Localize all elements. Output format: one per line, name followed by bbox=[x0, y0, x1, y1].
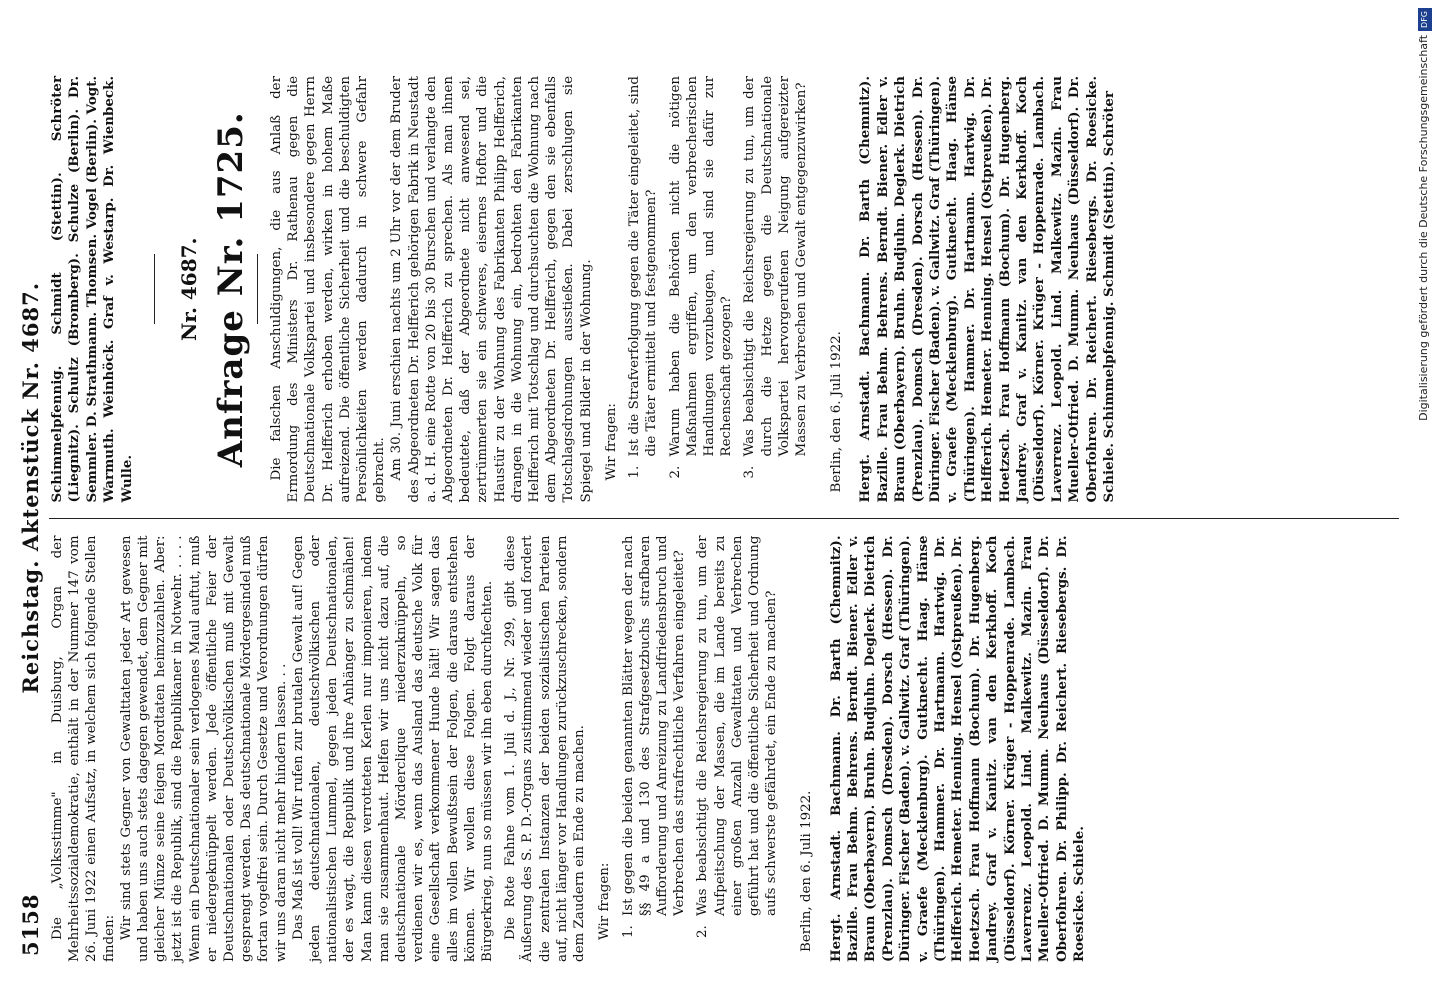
right-column bbox=[49, 76, 1399, 503]
signature-continuation-names: Schimmelpfennig. Schmidt (Stettin). Schröter (Liegnitz). Schultz (Bromberg). Schulze (Berlin). Dr. Semmler. D. Strathmann. Thomsen. Vogel (Berlin). Vogt. Warmuth. Weinhöck. Graf v. Westarp. Dr. Wienbeck. Wulle. bbox=[49, 76, 135, 503]
question-1-number: 1. bbox=[620, 925, 636, 938]
signature-continuation bbox=[49, 76, 136, 503]
signature-names: Hergt. Arnstadt. Bachmann. Dr. Barth (Chemnitz). Bazille. Frau Behm. Behrens. Berndt. Biener. Edler v. Braun (Oberbayern). Bruhn. Budjuhn. Deglerk. Dietrich (Prenzlau). Domsch (Dresden). Dorsch (Hessen). Dr. Düringer. Fischer (Baden). v. Gallwitz. Graf (Thüringen). v. Graefe (Mecklenburg). Gutknecht. Haag. Hänse (Thüringen). Hammer. Dr. Hartmann. Hartwig. Dr. Helfferich. Hemeter. Henning. Hensel (Ostpreußen). Dr. Hoetzsch. Frau Hoffmann (Bochum). Dr. Hugenberg. Jandrey. Graf v. Kanitz. van den Kerkhoff. Koch (Düsseldorf). Körner. Krüger - Hoppenrade. Lambach. Laverrenz. Leopold. Lind. Malkewitz. Mazin. Frau Mueller-Otfried. D. Mumm. Neuhaus (Düsseldorf). Dr. Oberfohren. Dr. Philipp. Dr. Reichert. Riesebergs. Dr. Roesicke. Schiele. bbox=[827, 535, 1088, 962]
question-2-text: Was beabsichtigt die Reichsregierung zu tun, um der Aufpeitschung der Massen, die im Lande bereits zu einer großen Anzahl Gewalttaten und Verbrechen geführt hat und die öffentliche Sicherheit und Ordnung aufs schwerste gefährdet, ein Ende zu machen? bbox=[695, 535, 780, 916]
running-title: Reichstag. Aktenstück Nr. 4687. bbox=[18, 281, 43, 694]
inquiry-signature-names: Hergt. Arnstadt. Bachmann. Dr. Barth (Chemnitz). Bazille. Frau Behm. Behrens. Berndt. Biener. Edler v. Braun (Oberbayern). Bruhn. Budjuhn. Deglerk. Dietrich (Prenzlau). Domsch (Dresden). Dorsch (Hessen). Dr. Düringer. Fischer (Baden). v. Gallwitz. Graf (Thüringen). v. Graefe (Mecklenburg). Gutknecht. Haag. Hänse (Thüringen). Hammer. Dr. Hartmann. Hartwig. Dr. Helfferich. Hemeter. Henning. Hensel (Ostpreußen). Dr. Hoetzsch. Frau Hoffmann (Bochum). Dr. Hugenberg. Jandrey. Graf v. Kanitz. van den Kerkhoff. Koch (Düsseldorf). Körner. Krüger - Hoppenrade. Lambach. Laverrenz. Leopold. Lind. Malkewitz. Mazin. Frau Mueller-Otfried. D. Mumm. Neuhaus (Düsseldorf). Dr. Oberfohren. Dr. Reichert. Riesebergs. Dr. Roesicke. Schiele. Schimmelpfennig. Schmidt (Stettin). Schröter bbox=[857, 76, 1118, 503]
date-line: Berlin, den 6. Juli 1922. bbox=[799, 790, 815, 952]
inquiry-date-line: Berlin, den 6. Juli 1922. bbox=[829, 331, 845, 493]
dfg-logo: DFG bbox=[1418, 8, 1432, 31]
question-label: Wir fragen: bbox=[597, 862, 613, 940]
question-1-text: Ist gegen die beiden genannten Blätter wegen der nach §§ 49 a und 130 des Strafgesetzbuchs strafbaren Aufforderung und Anreizung zu Landfriedensbruch und Verbrechen das strafrechtliche Verfahren eingeleitet? bbox=[620, 535, 688, 916]
digitization-stamp-text bbox=[1416, 8, 1432, 958]
inquiry-paragraph-1: Die falschen Anschuldigungen, die aus Anlaß der Ermordung des Ministers Dr. Rathenau gegen die Deutschnationale Volkspartei und insbesondere gegen Herrn Dr. Helfferich erhoben werden, wirken in hohem Maße aufreizend. Die öffentliche Sicherheit und die beschuldigten Persönlichkeiten werden dadurch in schwere Gefahr gebracht. bbox=[269, 76, 388, 503]
column-rule bbox=[49, 519, 1399, 520]
page-number: 5158 bbox=[18, 893, 43, 956]
rotated-document-page bbox=[0, 40, 1434, 1000]
stamp-caption: Digitalisierung gefördert durch die Deutsche Forschungsgemeinschaft bbox=[1417, 34, 1430, 421]
two-column-body bbox=[49, 76, 1399, 962]
inquiry-question-3-text: Was beabsichtigt die Reichsregierung zu tun, um der durch die Hetze gegen die Deutschnationale Volkspartei hervorgerufenen Neigung aufgereizter Massen zu Verbrechen und Gewalt entgegenzuwirken? bbox=[742, 76, 809, 457]
inquiry-title: Anfrage Nr. 1725. bbox=[211, 111, 252, 468]
intro-paragraph: Die „Volksstimme" in Duisburg, Organ der Mehrheitssozialdemokratie, enthält in der Nummer 147 vom 26. Juni 1922 einen Aufsatz, in welchem sich folgende Stellen finden: bbox=[50, 535, 117, 962]
inquiry-question-2-text: Warum haben die Behörden nicht die nötigen Maßnahmen ergriffen, um den verbrecherischen Handlungen vorzubeugen, und sind sie dafür zur Rechenschaft gezogen? bbox=[667, 76, 735, 457]
inquiry-question-1 bbox=[626, 76, 660, 479]
document-number-heading: Nr. 4687. bbox=[177, 237, 202, 342]
signature-block bbox=[828, 535, 1089, 962]
rote-fahne-paragraph: Die Rote Fahne vom 1. Juli d. J., Nr. 299, gibt diese Äußerung des S. P. D.-Organs zustimmend wieder und fordert die zentralen Instanzen der beiden sozialistischen Parteien auf, nicht länger vor Handlungen zurückzuschrecken, sondern dem Zaudern ein Ende zu machen. bbox=[503, 535, 588, 962]
inquiry-question-2-number: 2. bbox=[667, 465, 683, 479]
question-2 bbox=[694, 535, 780, 938]
section-divider bbox=[154, 254, 155, 324]
quoted-paragraph-1: Wir sind stets Gegner von Gewalttaten jeder Art gewesen und haben uns auch stets dagegen gewendet, dem Gegner mit gleicher Münze seine feigen Mordtaten heimzuzahlen. Aber: jetzt ist die Republik, sind die Republikaner in Notwehr. . . . . Wenn ein Deutschnationaler sein verlogenes Maul auftut, muß er niedergeknüppelt werden. Jede öffentliche Feier der Deutschnationalen oder Deutschvölkischen muß mit Gewalt gesprengt werden. Das deutschnationale Mördergesindel muß fortan vogelfrei sein. Durch Gesetze und Verordnungen dürfen wir uns daran nicht mehr hindern lassen. . . bbox=[118, 535, 289, 962]
inquiry-question-3-number: 3. bbox=[742, 465, 758, 479]
inquiry-question-2 bbox=[667, 76, 736, 479]
inquiry-question-1-text: Ist die Strafverfolgung gegen die Täter eingeleitet, sind die Täter ermittelt und festgenommen? bbox=[627, 76, 660, 457]
title-rule bbox=[257, 254, 258, 324]
inquiry-question-1-number: 1. bbox=[627, 465, 643, 479]
digitization-stamp bbox=[1416, 8, 1432, 958]
inquiry-signature-block bbox=[857, 76, 1118, 503]
quoted-paragraph-2: Das Maß ist voll! Wir rufen zur brutalen Gewalt auf! Gegen jeden deutschnationalen, deutschvölkischen oder nationalistischen Lummel, gegen jeden Deutschnationalen, der es wagt, die Republik und ihre Anhänger zu schmähen! Man kann diesen verrotteten Kerlen nur imponieren, indem man sie zusammenhaut. Helfen wir uns nicht dazu auf, die deutschnationale Mörderclique niederzuknüppeln, so verdienen wir es, wenn das Ausland das deutsche Volk für eine Gesellschaft verkommener Hunde hält! Wir sagen das alles im vollen Bewußtsein der Folgen, die daraus entstehen können. Wir wollen diese Folgen. Folgt daraus der Bürgerkrieg, nun so müssen wir ihn eben durchfechten. bbox=[290, 535, 496, 962]
question-1 bbox=[620, 535, 689, 938]
running-head bbox=[18, 76, 43, 962]
inquiry-paragraph-2: Am 30. Juni erschien nachts um 2 Uhr vor der dem Bruder des Abgeordneten Dr. Helfferich gehörigen Fabrik in Neustadt a. d. H. eine Rotte von 20 bis 30 Burschen und verlangte den Abgeordneten Dr. Helfferich zu sprechen. Als man ihnen bedeutete, daß der Abgeordnete nicht anwesend sei, zertrümmerten sie ein schweres, eisernes Hoftor und die Haustür zu der Wohnung des Fabrikanten Philipp Helfferich, drangen in die Wohnung ein, bedrohten den Fabrikanten Helfferich mit Totschlag und durchsuchten die Wohnung nach dem Abgeordneten Dr. Helfferich, gegen den sie ebenfalls Totschlagsdrohungen ausstießen. Dabei zerschlugen sie Spiegel und Bilder in der Wohnung. bbox=[389, 76, 594, 503]
question-2-number: 2. bbox=[695, 925, 711, 938]
question-label-2: Wir fragen: bbox=[603, 403, 619, 481]
inquiry-question-3 bbox=[741, 76, 810, 479]
left-column bbox=[49, 535, 1399, 962]
